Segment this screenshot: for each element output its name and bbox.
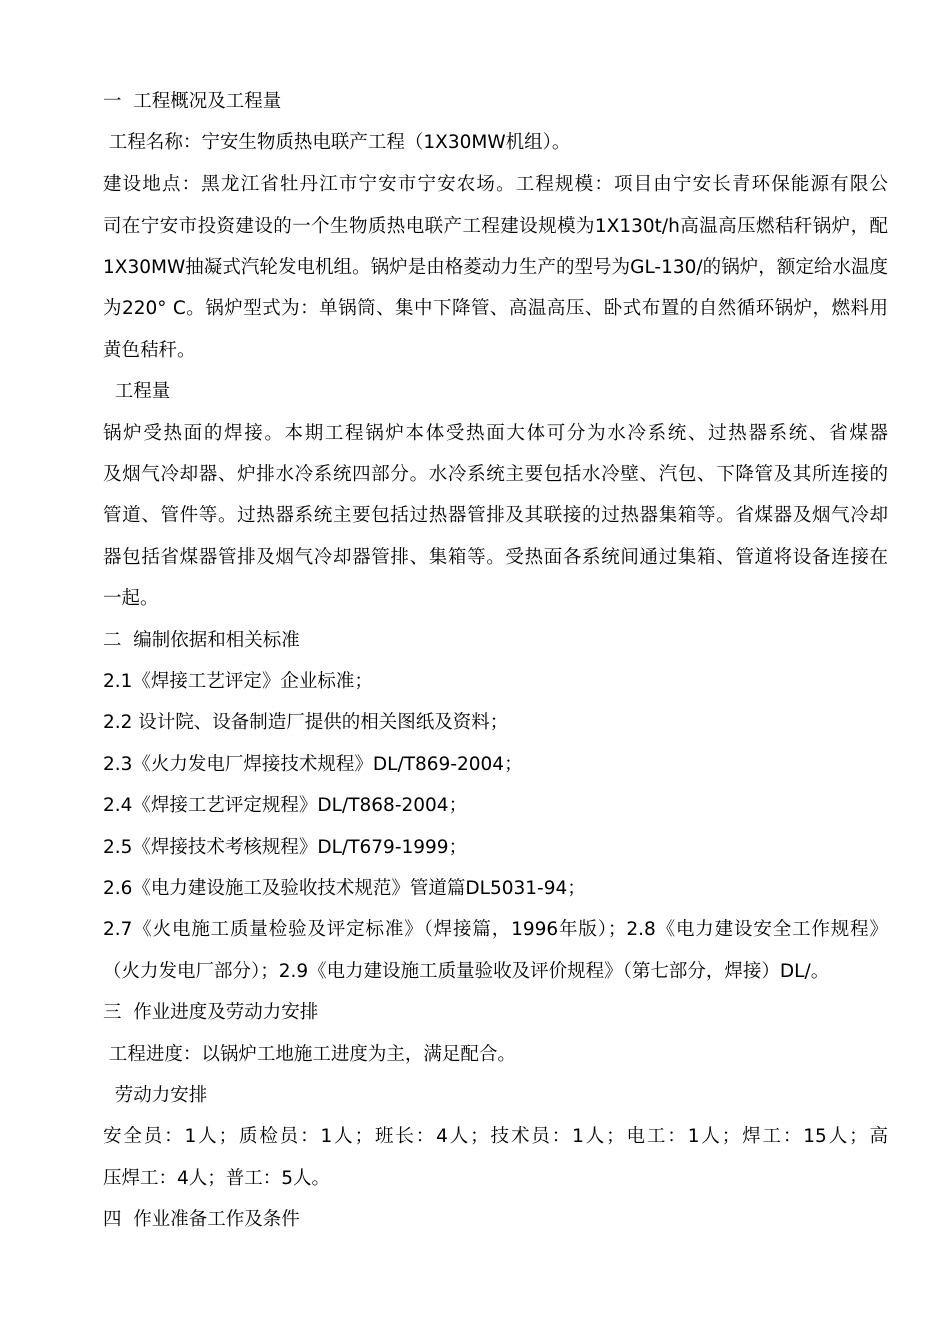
reference-2-4: 2.4《焊接工艺评定规程》DL/T868-2004； bbox=[103, 795, 468, 816]
reference-2-5: 2.5《焊接技术考核规程》DL/T679-1999； bbox=[103, 837, 468, 858]
reference-2-7-line-1: 2.7《火电施工质量检验及评定标准》（焊接篇，1996年版）；2.8《电力建设安全工作规程》 bbox=[103, 919, 888, 940]
reference-2-1: 2.1《焊接工艺评定》企业标准； bbox=[103, 671, 373, 692]
section-2-heading: 二 编制依据和相关标准 bbox=[103, 630, 300, 651]
quantity-paragraph-line-5: 一起。 bbox=[103, 588, 159, 609]
section-1-heading: 一 工程概况及工程量 bbox=[103, 91, 282, 112]
site-paragraph-line-5: 黄色秸秆。 bbox=[103, 340, 196, 361]
schedule-text: 工程进度：以锅炉工地施工进度为主，满足配合。 bbox=[103, 1044, 516, 1065]
project-name: 工程名称：宁安生物质热电联产工程（1X30MW机组）。 bbox=[103, 132, 571, 153]
section-4-heading: 四 作业准备工作及条件 bbox=[103, 1209, 300, 1230]
section-3-heading: 三 作业进度及劳动力安排 bbox=[103, 1002, 319, 1023]
quantity-paragraph-line-1: 锅炉受热面的焊接。本期工程锅炉本体受热面大体可分为水冷系统、过热器系统、省煤器 bbox=[103, 423, 888, 444]
site-paragraph-line-4: 为220° C。锅炉型式为：单锅筒、集中下降管、高温高压、卧式布置的自然循环锅炉，燃料用 bbox=[103, 298, 888, 319]
reference-2-3: 2.3《火力发电厂焊接技术规程》DL/T869-2004； bbox=[103, 754, 523, 775]
reference-2-7-line-2: （火力发电厂部分）；2.9《电力建设施工质量验收及评价规程》（第七部分，焊接）DL/。 bbox=[103, 961, 830, 982]
site-paragraph-line-2: 司在宁安市投资建设的一个生物质热电联产工程建设规模为1X130t/h高温高压燃秸秆锅炉，配 bbox=[103, 216, 888, 237]
site-paragraph-line-3: 1X30MW抽凝式汽轮发电机组。锅炉是由格菱动力生产的型号为GL-130/的锅炉，额定给水温度 bbox=[103, 257, 888, 278]
reference-2-2: 2.2 设计院、设备制造厂提供的相关图纸及资料； bbox=[103, 712, 509, 733]
quantity-heading: 工程量 bbox=[103, 381, 171, 402]
quantity-paragraph-line-3: 管道、管件等。过热器系统主要包括过热器管排及其联接的过热器集箱等。省煤器及烟气冷却 bbox=[103, 505, 888, 526]
labor-paragraph-line-2: 压焊工：4人；普工：5人。 bbox=[103, 1168, 331, 1189]
reference-2-6: 2.6《电力建设施工及验收技术规范》管道篇DL5031-94； bbox=[103, 878, 586, 899]
labor-paragraph-line-1: 安全员：1人；质检员：1人；班长：4人；技术员：1人；电工：1人；焊工：15人；高 bbox=[103, 1126, 888, 1147]
quantity-paragraph-line-4: 器包括省煤器管排及烟气冷却器管排、集箱等。受热面各系统间通过集箱、管道将设备连接在 bbox=[103, 547, 888, 568]
site-paragraph-line-1: 建设地点：黑龙江省牡丹江市宁安市宁安农场。工程规模：项目由宁安长青环保能源有限公 bbox=[103, 174, 888, 195]
labor-heading: 劳动力安排 bbox=[103, 1085, 208, 1106]
quantity-paragraph-line-2: 及烟气冷却器、炉排水冷系统四部分。水冷系统主要包括水冷壁、汽包、下降管及其所连接的 bbox=[103, 464, 888, 485]
